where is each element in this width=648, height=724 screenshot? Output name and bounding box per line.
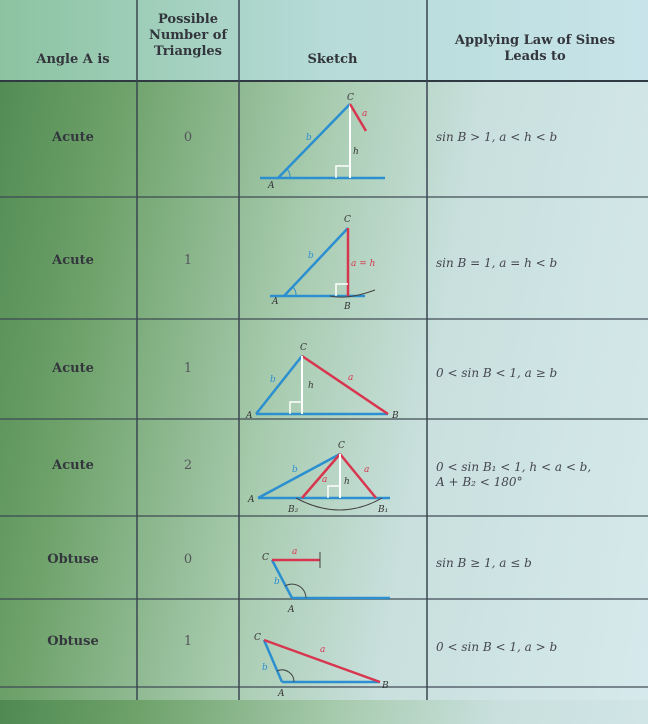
row-3-count: 1	[183, 361, 193, 376]
label-C: C	[347, 93, 354, 103]
label-C: C	[338, 441, 345, 451]
row-1-count: 0	[183, 130, 193, 145]
label-A: A	[268, 181, 275, 191]
label-a: a	[320, 645, 326, 655]
label-A: A	[246, 411, 253, 421]
row-5-count: 0	[183, 552, 193, 567]
row-2-count: 1	[183, 253, 193, 268]
label-A: A	[278, 689, 285, 699]
label-C: C	[344, 215, 351, 225]
header-law	[430, 33, 640, 65]
label-a-eq-h: a = h	[351, 259, 376, 269]
row-6-count: 1	[183, 634, 193, 649]
header-sketch-label: Sketch	[307, 52, 358, 67]
header-sketch	[240, 52, 425, 68]
label-a-inner: a	[322, 475, 328, 485]
column-divider	[426, 0, 428, 700]
row-1-angle: Acute	[52, 130, 94, 145]
header-angle	[18, 52, 128, 68]
label-B: B	[392, 411, 399, 421]
row-5-angle: Obtuse	[47, 552, 99, 567]
header-count-line1: Possible	[158, 12, 218, 27]
label-a: a	[292, 547, 298, 557]
label-a: a	[348, 373, 354, 383]
sketch-acute-no-triangle	[240, 82, 425, 202]
row-4-angle: Acute	[52, 458, 94, 473]
row-3-angle: Acute	[52, 361, 94, 376]
row-1-formula: sin B > 1, a < h < b	[436, 130, 558, 144]
label-A: A	[272, 297, 279, 307]
label-b: b	[274, 577, 280, 587]
sketch-acute-right-triangle	[240, 200, 425, 320]
label-b: b	[292, 465, 298, 475]
row-4-formula-line1: 0 < sin B₁ < 1, h < a < b,	[436, 460, 592, 474]
label-h: h	[353, 147, 359, 157]
label-b: b	[308, 251, 314, 261]
row-2-formula: sin B = 1, a = h < b	[436, 256, 558, 270]
row-5-formula: sin B ≥ 1, a ≤ b	[436, 556, 532, 570]
row-4-formula	[436, 460, 591, 490]
column-divider	[136, 0, 138, 700]
label-b: b	[306, 133, 312, 143]
header-angle-label: Angle A is	[36, 52, 110, 67]
header-count-line2: Number of	[148, 28, 228, 43]
header-count	[138, 12, 238, 60]
label-B: B	[382, 681, 389, 691]
label-h: h	[308, 381, 314, 391]
label-B2: B₂	[288, 505, 299, 515]
sketch-obtuse-one-triangle	[240, 604, 425, 724]
row-4-formula-line2: A + B₂ < 180°	[436, 475, 523, 489]
row-3-formula: 0 < sin B < 1, a ≥ b	[436, 366, 558, 380]
header-law-line1: Applying Law of Sines	[454, 33, 616, 48]
row-6-angle: Obtuse	[47, 634, 99, 649]
label-C: C	[254, 633, 261, 643]
row-6-formula: 0 < sin B < 1, a > b	[436, 640, 558, 654]
row-4-count: 2	[183, 458, 193, 473]
label-b: b	[262, 663, 268, 673]
label-A: A	[248, 495, 255, 505]
label-B: B	[344, 302, 351, 312]
label-a-outer: a	[364, 465, 370, 475]
label-C: C	[262, 553, 269, 563]
row-2-angle: Acute	[52, 253, 94, 268]
header-count-line3: Triangles	[153, 44, 222, 59]
label-B1: B₁	[378, 505, 389, 515]
label-A: A	[288, 605, 295, 615]
header-law-line2: Leads to	[504, 49, 566, 64]
label-a: a	[362, 109, 368, 119]
label-b: b	[270, 375, 276, 385]
label-h: h	[344, 477, 350, 487]
label-C: C	[300, 343, 307, 353]
